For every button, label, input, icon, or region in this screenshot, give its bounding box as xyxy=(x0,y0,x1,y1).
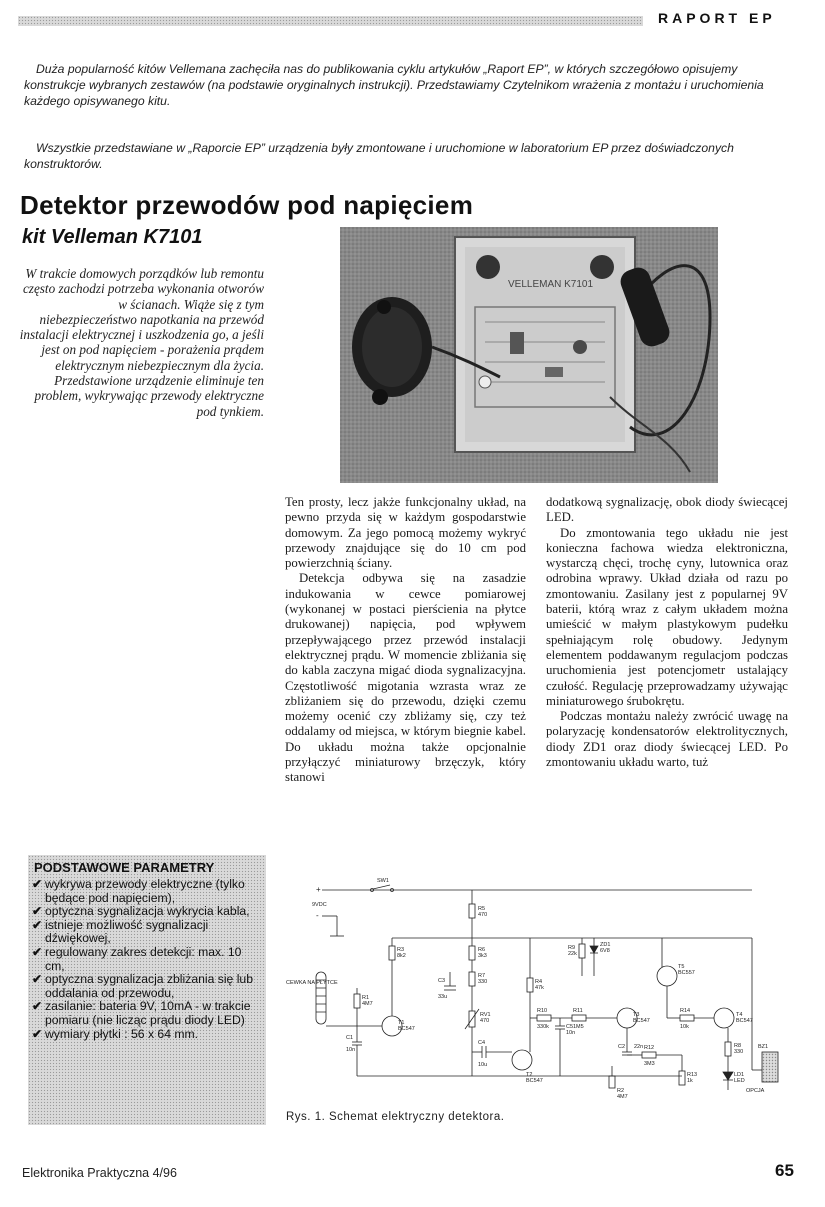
article-column-1 xyxy=(285,495,526,786)
label-t3: T3 xyxy=(633,1012,640,1018)
board-label: VELLEMAN K7101 xyxy=(508,279,594,290)
label-opcja: OPCJA xyxy=(746,1088,765,1094)
parameter-item: ✔ istnieje możliwość sygnalizacji dźwiękowej, xyxy=(32,917,209,946)
label-r4: R4 xyxy=(535,979,543,985)
label-t1v: BC547 xyxy=(398,1026,415,1032)
kit-photo-illustration xyxy=(340,227,718,483)
label-r10v: 330k xyxy=(537,1024,549,1030)
label-r9: R9 xyxy=(568,945,576,951)
column-1-paragraph-2: Detekcja odbywa się na zasadzie indukowania w cewce pomiarowej (wykonanej w postaci pierścienia na płytce drukowanej) napięcia, pod wpływem przepływającego przez przewód instalacji elektrycznej prądu. W momencie zbliżania się do kabla zaczyna migać dioda sygnalizacyjna. Częstotliwość migotania wzrasta wraz ze zbliżaniem się do przewodu, dzięki czemu możemy ocenić czy zbliżamy się, czy też oddalamy od miejsca, w którym biegnie kabel. Do układu można także opcjonalnie przyłączyć miniaturowy brzęczyk, który stanowi xyxy=(285,571,526,785)
parameters-list xyxy=(30,878,264,1041)
mounting-hole xyxy=(590,255,614,279)
column-1-paragraph-1: Ten prosty, lecz jakże funkcjonalny układ, na pewno przyda się w każdym gospodarstwie domowym. Za jego pomocą możemy wykryć przewody znajdujące się do 10 cm pod powierzchnią ściany. xyxy=(285,495,526,571)
label-r2: R2 xyxy=(617,1088,625,1094)
label-r1v: 4M7 xyxy=(362,1001,373,1007)
column-2-paragraph-3: Podczas montażu należy zwrócić uwagę na polaryzację kondensatorów elektrolitycznych, diody ZD1 oraz diody świecącej LED. Po zmontowaniu układu warto, tuż xyxy=(546,709,788,770)
label-r3v: 8k2 xyxy=(397,953,406,959)
label-sw1: SW1 xyxy=(377,878,389,884)
header-bar xyxy=(18,16,643,26)
label-r11: R11 xyxy=(573,1008,583,1014)
label-r8: R8 xyxy=(734,1043,742,1049)
footer-magazine: Elektronika Praktyczna 4/96 xyxy=(22,1166,177,1180)
label-minus: - xyxy=(316,911,319,920)
label-ld1v: LED xyxy=(734,1078,745,1084)
parameter-item: ✔ wykrywa przewody elektryczne (tylko będące pod napięciem), xyxy=(32,877,245,905)
label-buzzer: BZ1 xyxy=(758,1044,769,1050)
intro-paragraph-1: Duża popularność kitów Vellemana zachęciła nas do publikowania cyklu artykułów „Raport EP”, w których szczegółowo opisujemy konstrukcje wybranych zestawów (na podstawie oryginalnych instrukcji). Przedstawiamy Czytelnikom wrażenia z montażu i uruchomienia każdego opisywanego kitu. xyxy=(24,62,764,109)
parameter-item: ✔ wymiary płytki : 56 x 64 mm. xyxy=(32,1026,199,1041)
check-icon: ✔ xyxy=(32,1026,43,1041)
label-c5: C5 xyxy=(566,1024,574,1030)
check-icon: ✔ xyxy=(32,944,43,959)
intro-paragraph-2: Wszystkie przedstawiane w „Raporcie EP” urządzenia były zmontowane i uruchomione w laboratorium EP przez doświadczonych konstruktorów. xyxy=(24,141,734,172)
label-t3v: BC547 xyxy=(633,1018,650,1024)
article-column-2 xyxy=(546,495,788,770)
label-c4v: 10u xyxy=(478,1062,488,1068)
label-t2: T2 xyxy=(526,1072,533,1078)
label-r8v: 330 xyxy=(734,1049,744,1055)
label-r14: R14 xyxy=(680,1008,691,1014)
label-rv1v: 470 xyxy=(480,1018,490,1024)
label-r12: R12 xyxy=(644,1045,655,1051)
label-plus: + xyxy=(316,885,321,894)
label-vdc: 9VDC xyxy=(312,902,327,908)
label-r12v: 3M3 xyxy=(644,1061,655,1067)
page-number: 65 xyxy=(775,1161,794,1180)
circuit-schematic xyxy=(282,876,802,1108)
parameter-item: ✔ optyczna sygnalizacja zbliżania się lub oddalania od przewodu, xyxy=(32,972,253,1000)
schematic-caption: Rys. 1. Schemat elektryczny detektora. xyxy=(286,1111,505,1123)
label-t5v: BC557 xyxy=(678,970,695,976)
label-r5: R5 xyxy=(478,906,486,912)
label-c3: C3 xyxy=(438,978,446,984)
label-r10: R10 xyxy=(537,1008,548,1014)
article-lead: W trakcie domowych porządków lub remontu często zachodzi potrzeba wykonania otworów w ścianach. Wiąże się z tym niebezpieczeństwo napotkania na przewód instalacji elektrycznej i uszkodzenia go, a jeśli jest on pod napięciem - porażenia prądem elektrycznym niebezpiecznym dla życia. Przedstawione urządzenie eliminuje ten problem, wykrywając przewody elektryczne pod tynkiem. xyxy=(19,266,264,419)
check-icon: ✔ xyxy=(32,972,43,987)
label-r6: R6 xyxy=(478,947,486,953)
label-t5: T5 xyxy=(678,964,685,970)
label-r7v: 330 xyxy=(478,979,488,985)
label-r2v: 4M7 xyxy=(617,1094,628,1100)
schematic-drawing xyxy=(282,876,802,1108)
label-r3: R3 xyxy=(397,947,405,953)
check-icon: ✔ xyxy=(32,917,43,932)
column-2-paragraph-1: dodatkową sygnalizację, obok diody świecącej LED. xyxy=(546,495,788,525)
label-zd1v: 6V8 xyxy=(600,948,610,954)
article-title: Detektor przewodów pod napięciem xyxy=(20,190,474,220)
parameters-title: PODSTAWOWE PARAMETRY xyxy=(34,860,215,875)
label-zd1: ZD1 xyxy=(600,942,611,948)
kit-photo xyxy=(340,227,718,483)
label-c2: C2 xyxy=(618,1044,626,1050)
label-coil: CEWKA NA PŁYTCE xyxy=(286,980,338,986)
parameter-item: ✔ regulowany zakres detekcji: max. 10 cm, xyxy=(32,944,242,973)
label-t4v: BC547 xyxy=(736,1018,753,1024)
label-c5v: 10n xyxy=(566,1030,576,1036)
parameter-item: ✔ zasilanie: bateria 9V, 10mA - w trakcie pomiaru (nie licząc prądu diody LED) xyxy=(32,999,251,1027)
label-c4: C4 xyxy=(478,1040,486,1046)
label-r13: R13 xyxy=(687,1072,698,1078)
label-c1: C1 xyxy=(346,1035,354,1041)
label-r13v: 1k xyxy=(687,1078,693,1084)
check-icon: ✔ xyxy=(32,904,43,919)
label-t2v: BC547 xyxy=(526,1078,543,1084)
label-r4v: 47k xyxy=(535,985,544,991)
label-r1: R1 xyxy=(362,995,370,1001)
label-r9v: 22k xyxy=(568,951,577,957)
label-r7: R7 xyxy=(478,973,486,979)
label-r5v: 470 xyxy=(478,912,488,918)
label-c2v: 22n xyxy=(634,1044,644,1050)
check-icon: ✔ xyxy=(32,999,43,1014)
section-label: RAPORT EP xyxy=(658,10,776,26)
label-t1: T1 xyxy=(398,1020,405,1026)
parameter-item: ✔ optyczna sygnalizacja wykrycia kabla, xyxy=(32,904,250,919)
label-r14v: 10k xyxy=(680,1024,689,1030)
article-subtitle: kit Velleman K7101 xyxy=(22,226,203,248)
label-rv1: RV1 xyxy=(480,1012,491,1018)
label-t4: T4 xyxy=(736,1012,743,1018)
check-icon: ✔ xyxy=(32,877,43,891)
label-c1v: 10n xyxy=(346,1047,356,1053)
label-r11v: 1M5 xyxy=(573,1024,584,1030)
label-ld1: LD1 xyxy=(734,1072,745,1078)
label-r6v: 3k3 xyxy=(478,953,487,959)
mounting-hole xyxy=(476,255,500,279)
column-2-paragraph-2: Do zmontowania tego układu nie jest konieczna fachowa wiedza elektroniczna, wystarczą chęci, trochę cyny, lutownica oraz odrobina wprawy. Układ działa od razu po zmontowaniu. Zasilany jest z popularnej 9V baterii, którą wraz z całym układem można umieścić w małym plastykowym pudełku spełniającym rolę obudowy. Jedynym elementem poddawanym regulacjom podczas uruchomienia jest potencjometr ustalający czułość. Regulację przeprowadzamy używając miniaturowego śrubokrętu. xyxy=(546,525,788,708)
label-c3v: 33u xyxy=(438,994,448,1000)
